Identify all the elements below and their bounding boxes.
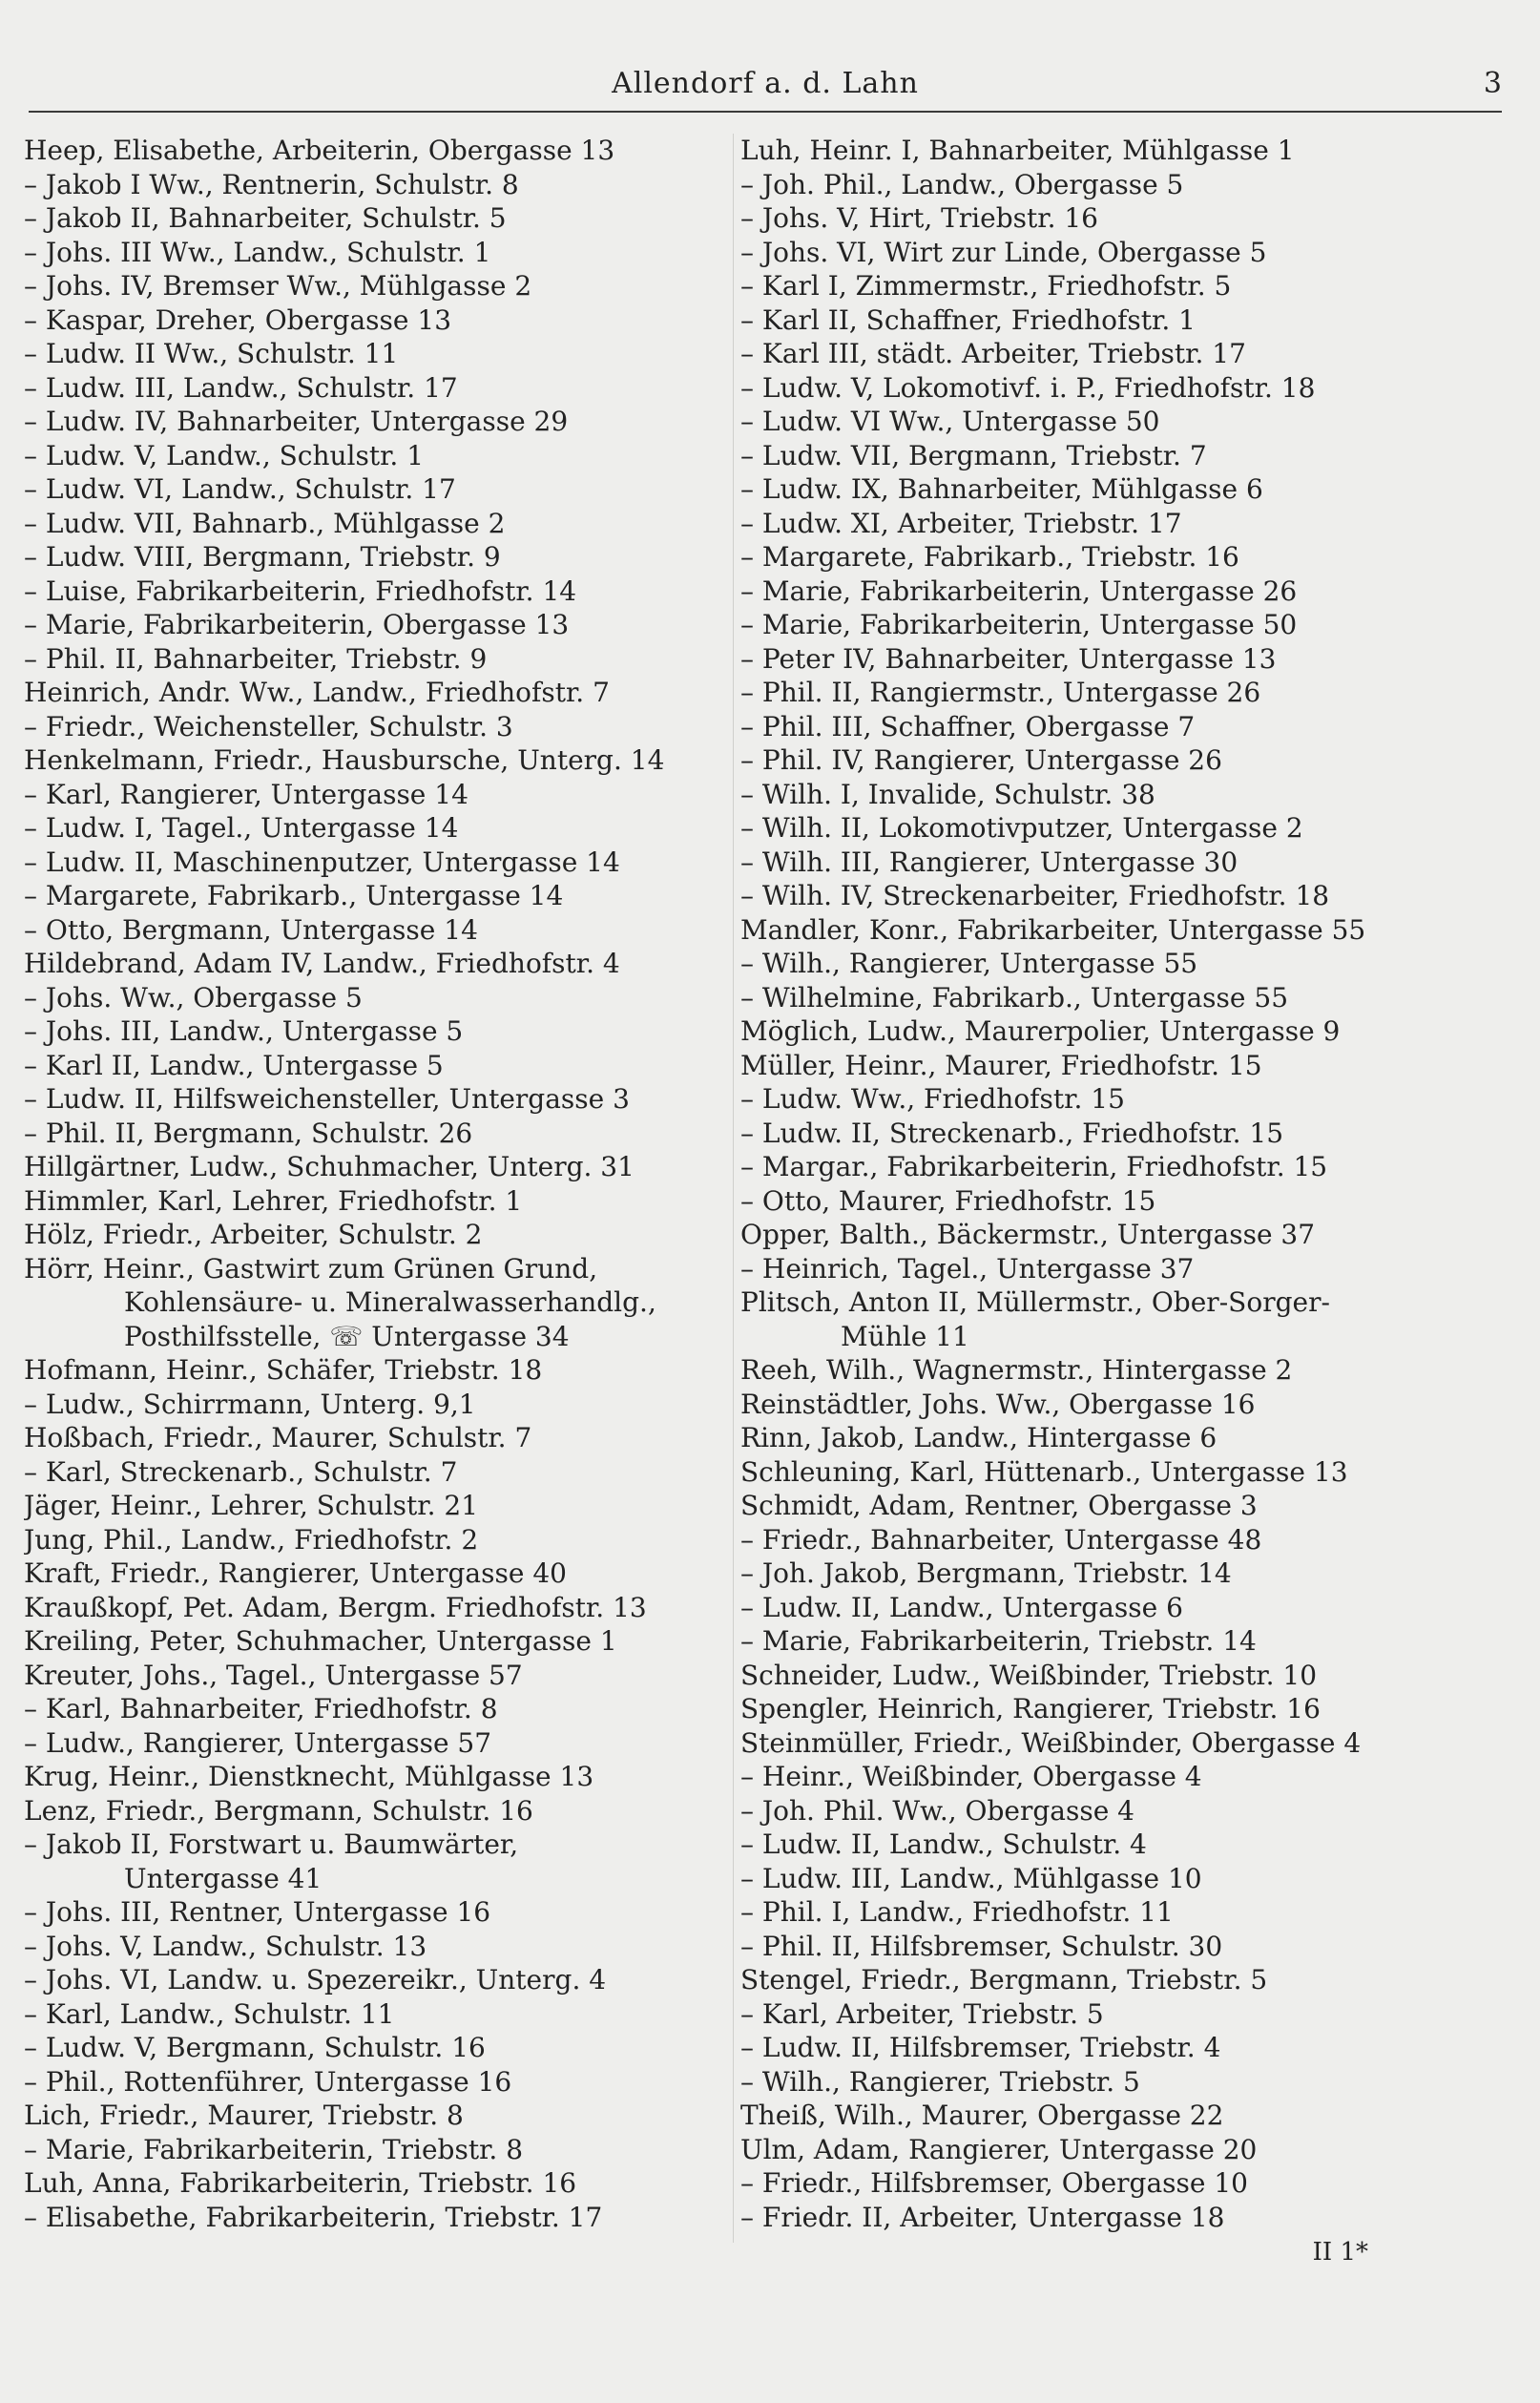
directory-entry: – Phil. II, Rangiermstr., Untergasse 26: [740, 677, 1261, 708]
directory-entry: – Wilh. III, Rangierer, Untergasse 30: [740, 846, 1238, 878]
directory-entry: Kraft, Friedr., Rangierer, Untergasse 40: [24, 1557, 567, 1589]
directory-entry: Ulm, Adam, Rangierer, Untergasse 20: [740, 2133, 1258, 2165]
directory-entry: Stengel, Friedr., Bergmann, Triebstr. 5: [740, 1964, 1268, 1996]
entry-continuation: Kohlensäure- u. Mineralwasserhandlg.,: [124, 1286, 656, 1318]
directory-entry: – Jakob II, Forstwart u. Baumwärter,: [24, 1828, 519, 1860]
directory-entry: Lenz, Friedr., Bergmann, Schulstr. 16: [24, 1794, 533, 1827]
directory-entry: – Heinr., Weißbinder, Obergasse 4: [740, 1761, 1202, 1792]
directory-entry: Schmidt, Adam, Rentner, Obergasse 3: [740, 1490, 1258, 1521]
directory-entry: Henkelmann, Friedr., Hausbursche, Unterg. 14: [24, 744, 665, 776]
directory-entry: Schneider, Ludw., Weißbinder, Triebstr. 10: [740, 1659, 1318, 1691]
directory-entry: – Ludw. II, Hilfsweichensteller, Untergasse 3: [24, 1083, 630, 1115]
directory-entry: Schleuning, Karl, Hüttenarb., Untergasse 13: [740, 1455, 1348, 1488]
directory-entry: – Johs. III, Rentner, Untergasse 16: [24, 1896, 491, 1928]
page-number: 3: [1483, 67, 1502, 100]
directory-entry: – Marie, Fabrikarbeiterin, Triebstr. 8: [24, 2133, 524, 2165]
directory-entry: – Otto, Maurer, Friedhofstr. 15: [740, 1184, 1156, 1217]
left-column: [24, 134, 735, 2234]
directory-entry: – Ludw. II, Hilfsbremser, Triebstr. 4: [740, 2032, 1221, 2063]
directory-entry: Hölz, Friedr., Arbeiter, Schulstr. 2: [24, 1219, 483, 1250]
directory-entry: – Ludw., Rangierer, Untergasse 57: [24, 1726, 492, 1759]
directory-entry: Mandler, Konr., Fabrikarbeiter, Untergasse 55: [740, 913, 1366, 946]
directory-entry: – Johs. VI, Wirt zur Linde, Obergasse 5: [740, 236, 1267, 268]
directory-entry: Opper, Balth., Bäckermstr., Untergasse 37: [740, 1219, 1316, 1250]
entry-continuation: Untergasse 41: [124, 1862, 323, 1894]
directory-entry: Luh, Heinr. I, Bahnarbeiter, Mühlgasse 1: [740, 135, 1295, 166]
directory-entry: Theiß, Wilh., Maurer, Obergasse 22: [740, 2100, 1224, 2131]
right-column: [740, 134, 1504, 2234]
directory-entry: Krug, Heinr., Dienstknecht, Mühlgasse 13: [24, 1761, 594, 1792]
directory-entry: Reinstädtler, Johs. Ww., Obergasse 16: [740, 1388, 1256, 1420]
directory-entry: – Ludw. III, Landw., Schulstr. 17: [24, 371, 458, 404]
directory-entry: – Wilh. IV, Streckenarbeiter, Friedhofstr. 18: [740, 880, 1330, 911]
directory-entry: – Joh. Phil., Landw., Obergasse 5: [740, 168, 1184, 200]
directory-entry: Jung, Phil., Landw., Friedhofstr. 2: [24, 1523, 479, 1556]
directory-entry: – Ludw., Schirrmann, Unterg. 9,1: [24, 1388, 476, 1420]
directory-entry: Hörr, Heinr., Gastwirt zum Grünen Grund,: [24, 1252, 598, 1285]
directory-entry: – Ludw. II, Maschinenputzer, Untergasse 14: [24, 846, 620, 878]
directory-entry: Himmler, Karl, Lehrer, Friedhofstr. 1: [24, 1184, 523, 1217]
directory-entry: – Wilhelmine, Fabrikarb., Untergasse 55: [740, 981, 1289, 1013]
directory-entry: – Ludw. VII, Bergmann, Triebstr. 7: [740, 439, 1207, 471]
directory-entry: – Ludw. VI Ww., Untergasse 50: [740, 406, 1160, 437]
directory-entry: – Wilh., Rangierer, Triebstr. 5: [740, 2065, 1140, 2098]
directory-entry: Hoßbach, Friedr., Maurer, Schulstr. 7: [24, 1422, 532, 1453]
directory-entry: – Karl I, Zimmermstr., Friedhofstr. 5: [740, 270, 1232, 302]
directory-entry: – Karl, Bahnarbeiter, Friedhofstr. 8: [24, 1693, 498, 1724]
header-rule: [29, 111, 1502, 113]
directory-entry: – Johs. III, Landw., Untergasse 5: [24, 1015, 464, 1047]
directory-entry: – Wilh., Rangierer, Untergasse 55: [740, 948, 1198, 979]
directory-entry: – Marie, Fabrikarbeiterin, Obergasse 13: [24, 609, 570, 640]
directory-entry: – Phil. II, Hilfsbremser, Schulstr. 30: [740, 1930, 1223, 1962]
directory-entry: Luh, Anna, Fabrikarbeiterin, Triebstr. 16: [24, 2167, 577, 2199]
directory-entry: – Ludw. II, Landw., Untergasse 6: [740, 1591, 1183, 1623]
directory-entry: Plitsch, Anton II, Müllermstr., Ober-Sorger-: [740, 1286, 1330, 1318]
directory-entry: – Marie, Fabrikarbeiterin, Triebstr. 14: [740, 1625, 1257, 1657]
directory-entry: – Ludw. II, Streckenarb., Friedhofstr. 15: [740, 1117, 1284, 1149]
directory-entry: – Phil. III, Schaffner, Obergasse 7: [740, 710, 1196, 742]
directory-entry: Möglich, Ludw., Maurerpolier, Untergasse 9: [740, 1015, 1341, 1047]
directory-entry: – Friedr., Bahnarbeiter, Untergasse 48: [740, 1523, 1262, 1556]
directory-entry: – Phil. I, Landw., Friedhofstr. 11: [740, 1896, 1174, 1928]
directory-entry: Heep, Elisabethe, Arbeiterin, Obergasse 13: [24, 135, 615, 166]
directory-entry: – Joh. Phil. Ww., Obergasse 4: [740, 1794, 1134, 1827]
directory-entry: Rinn, Jakob, Landw., Hintergasse 6: [740, 1422, 1217, 1453]
directory-entry: – Ludw. Ww., Friedhofstr. 15: [740, 1083, 1125, 1115]
directory-entry: – Ludw. V, Landw., Schulstr. 1: [24, 439, 425, 471]
directory-entry: – Ludw. II Ww., Schulstr. 11: [24, 338, 399, 369]
directory-entry: – Phil. II, Bahnarbeiter, Triebstr. 9: [24, 642, 488, 675]
entry-continuation: Posthilfsstelle, ☏ Untergasse 34: [124, 1320, 570, 1352]
directory-entry: – Karl, Arbeiter, Triebstr. 5: [740, 1997, 1104, 2030]
directory-entry: – Johs. VI, Landw. u. Spezereikr., Unterg. 4: [24, 1964, 607, 1996]
directory-entry: – Karl II, Schaffner, Friedhofstr. 1: [740, 303, 1196, 336]
directory-entry: – Wilh. I, Invalide, Schulstr. 38: [740, 778, 1155, 810]
directory-entry: – Margarete, Fabrikarb., Triebstr. 16: [740, 541, 1239, 573]
directory-entry: – Karl, Rangierer, Untergasse 14: [24, 778, 468, 810]
page-header: [29, 59, 1502, 116]
directory-entry: – Karl II, Landw., Untergasse 5: [24, 1049, 444, 1081]
directory-entry: – Ludw. I, Tagel., Untergasse 14: [24, 812, 459, 844]
directory-entry: Kreuter, Johs., Tagel., Untergasse 57: [24, 1659, 523, 1691]
directory-entry: – Margar., Fabrikarbeiterin, Friedhofstr. 15: [740, 1151, 1328, 1182]
directory-entry: – Friedr. II, Arbeiter, Untergasse 18: [740, 2201, 1225, 2233]
directory-entry: Heinrich, Andr. Ww., Landw., Friedhofstr. 7: [24, 677, 610, 708]
directory-entry: – Phil. II, Bergmann, Schulstr. 26: [24, 1117, 473, 1149]
directory-entry: – Johs. III Ww., Landw., Schulstr. 1: [24, 236, 491, 268]
directory-entry: Lich, Friedr., Maurer, Triebstr. 8: [24, 2100, 464, 2131]
directory-entry: – Phil. IV, Rangierer, Untergasse 26: [740, 744, 1222, 776]
directory-entry: Hildebrand, Adam IV, Landw., Friedhofstr. 4: [24, 948, 620, 979]
running-title: Allendorf a. d. Lahn: [612, 67, 919, 100]
directory-entry: – Kaspar, Dreher, Obergasse 13: [24, 303, 452, 336]
directory-entry: – Peter IV, Bahnarbeiter, Untergasse 13: [740, 642, 1277, 675]
directory-entry: – Ludw. VI, Landw., Schulstr. 17: [24, 473, 456, 505]
directory-entry: – Ludw. VII, Bahnarb., Mühlgasse 2: [24, 507, 506, 539]
directory-entry: – Marie, Fabrikarbeiterin, Untergasse 26: [740, 575, 1298, 607]
directory-entry: – Jakob I Ww., Rentnerin, Schulstr. 8: [24, 168, 519, 200]
directory-entry: Spengler, Heinrich, Rangierer, Triebstr. 16: [740, 1693, 1321, 1724]
directory-entry: – Karl, Landw., Schulstr. 11: [24, 1997, 395, 2030]
directory-entry: – Elisabethe, Fabrikarbeiterin, Triebstr. 17: [24, 2201, 603, 2233]
directory-entry: Reeh, Wilh., Wagnermstr., Hintergasse 2: [740, 1354, 1293, 1386]
entry-continuation: Mühle 11: [841, 1320, 969, 1352]
directory-entry: – Luise, Fabrikarbeiterin, Friedhofstr. 14: [24, 575, 577, 607]
directory-entry: – Johs. IV, Bremser Ww., Mühlgasse 2: [24, 270, 532, 302]
directory-entry: – Ludw. II, Landw., Schulstr. 4: [740, 1828, 1147, 1860]
directory-entry: – Johs. V, Landw., Schulstr. 13: [24, 1930, 427, 1962]
directory-entry: – Friedr., Weichensteller, Schulstr. 3: [24, 710, 513, 742]
directory-entry: Hofmann, Heinr., Schäfer, Triebstr. 18: [24, 1354, 543, 1386]
sheet-signature: II 1*: [1312, 2238, 1368, 2267]
directory-entry: Kreiling, Peter, Schuhmacher, Untergasse 1: [24, 1625, 617, 1657]
directory-entry: – Ludw. XI, Arbeiter, Triebstr. 17: [740, 507, 1182, 539]
directory-entry: – Ludw. V, Lokomotivf. i. P., Friedhofstr. 18: [740, 371, 1316, 404]
directory-entry: – Ludw. IX, Bahnarbeiter, Mühlgasse 6: [740, 473, 1263, 505]
directory-entry: – Margarete, Fabrikarb., Untergasse 14: [24, 880, 564, 911]
directory-entry: – Friedr., Hilfsbremser, Obergasse 10: [740, 2167, 1248, 2199]
directory-entry: – Joh. Jakob, Bergmann, Triebstr. 14: [740, 1557, 1232, 1589]
directory-entry: – Karl III, städt. Arbeiter, Triebstr. 17: [740, 338, 1246, 369]
directory-entry: Kraußkopf, Pet. Adam, Bergm. Friedhofstr. 13: [24, 1591, 647, 1623]
directory-entry: – Ludw. III, Landw., Mühlgasse 10: [740, 1862, 1202, 1894]
directory-entry: – Karl, Streckenarb., Schulstr. 7: [24, 1455, 458, 1488]
directory-entry: – Marie, Fabrikarbeiterin, Untergasse 50: [740, 609, 1298, 640]
column-divider: [733, 134, 734, 2243]
directory-entry: Jäger, Heinr., Lehrer, Schulstr. 21: [24, 1490, 479, 1521]
directory-entry: Hillgärtner, Ludw., Schuhmacher, Unterg. 31: [24, 1151, 635, 1182]
directory-entry: – Johs. Ww., Obergasse 5: [24, 981, 363, 1013]
directory-entry: – Heinrich, Tagel., Untergasse 37: [740, 1252, 1195, 1285]
directory-entry: – Ludw. IV, Bahnarbeiter, Untergasse 29: [24, 406, 569, 437]
directory-entry: – Phil., Rottenführer, Untergasse 16: [24, 2065, 512, 2098]
directory-entry: Steinmüller, Friedr., Weißbinder, Obergasse 4: [740, 1726, 1362, 1759]
directory-entry: – Otto, Bergmann, Untergasse 14: [24, 913, 478, 946]
directory-entry: – Wilh. II, Lokomotivputzer, Untergasse 2: [740, 812, 1303, 844]
directory-entry: – Jakob II, Bahnarbeiter, Schulstr. 5: [24, 202, 507, 234]
directory-entry: – Johs. V, Hirt, Triebstr. 16: [740, 202, 1098, 234]
directory-entry: – Ludw. VIII, Bergmann, Triebstr. 9: [24, 541, 501, 573]
directory-entry: – Ludw. V, Bergmann, Schulstr. 16: [24, 2032, 486, 2063]
directory-entry: Müller, Heinr., Maurer, Friedhofstr. 15: [740, 1049, 1262, 1081]
